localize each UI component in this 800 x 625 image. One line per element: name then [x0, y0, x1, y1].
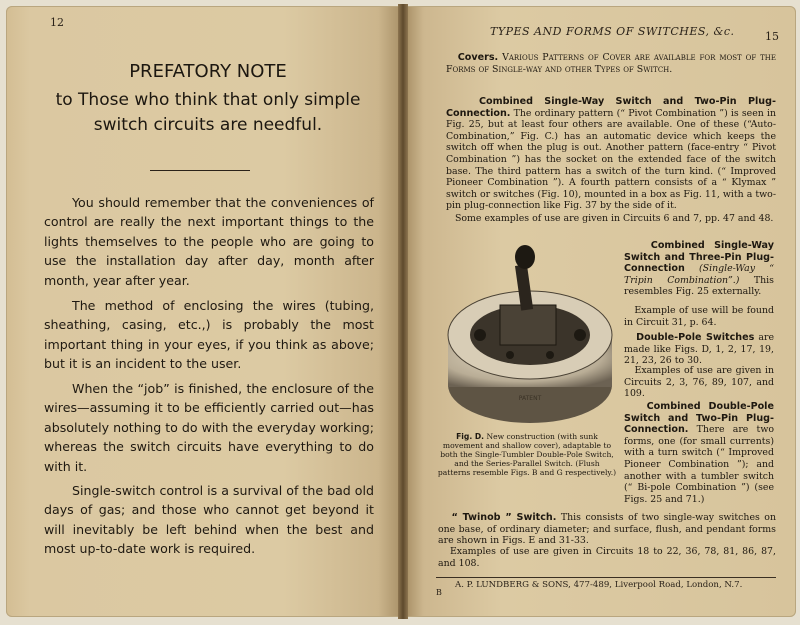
- combined-single-way-text: The ordinary pattern (“ Pivot Combination ”) is seen in Fig. 25, but at least four others are available. One of these (“Auto-Combination,” Fig. C.) has an automatic device which keeps the switch off when the plug is out. Another pattern (face-entry “ Pivot Combination ”) has the socket on the extended face of the switch base. The third pattern has a switch of the turn kind. (“ Improved Pioneer Combination ”). A fourth pattern consists of a “ Klymax ” switch or switches (Fig. 10), mounted in a box as Fig. 11, with a two-pin plug-connection like Fig. 37 by the side of it.: [446, 107, 776, 212]
- covers-text: Various Patterns of Cover are available for most of the Forms of Single-way and other Types of Switch.: [446, 52, 776, 75]
- paragraph-enclosing-wires: The method of enclosing the wires (tubing, sheathing, casing, etc.,) is probably the most important thing in your eyes, if you think as above; but it is an incident to the user.: [44, 298, 374, 372]
- switch-mechanism: [500, 305, 556, 345]
- paragraph-conveniences: You should remember that the conveniences of control are really the next important things to the lights themselves to the people who are going to use the installation day after day, month after month, year after year.: [44, 195, 374, 288]
- terminal-screw-bottom-left: [506, 351, 514, 359]
- figure-caption: [437, 432, 617, 477]
- combined-single-way-section: [446, 96, 776, 212]
- switch-knob: [515, 245, 535, 269]
- book-gutter: [398, 4, 408, 619]
- three-pin-heading: Combined Single-Way Switch and Three-Pin Plug-Connection: [624, 240, 774, 275]
- combined-examples-text: Some examples of use are given in Circuits 6 and 7, pp. 47 and 48.: [454, 213, 774, 224]
- twinob-section: [438, 512, 776, 547]
- terminal-screw-right: [574, 329, 586, 341]
- combined-double-pole-text: There are two forms, one (for small currents) with a turn switch (“ Improved Pioneer Combination ”); and another with a tumbler switch (“ Bi-pole Combination ”) (see Figs. 25 and 71.): [624, 424, 774, 505]
- double-pole-section: [624, 332, 774, 367]
- three-pin-example: [624, 305, 774, 328]
- title-divider: [150, 170, 250, 171]
- double-pole-examples-text: Examples of use are given in Circuits 2, 3, 76, 89, 107, and 109.: [624, 365, 774, 400]
- paragraph-job-finished: When the “job” is finished, the enclosure of the wires—assuming it to be efficiently carried out—has absolutely nothing to do with the everyday working; whereas the switch circuits have everything to do with it.: [44, 381, 374, 474]
- prefatory-subtitle: to Those who think that only simple switch circuits are needful.: [55, 90, 361, 135]
- footer-rule: [436, 577, 776, 578]
- figure-caption-lead: Fig. D.: [456, 432, 485, 441]
- double-pole-examples: [624, 365, 774, 400]
- combined-double-pole-heading: Combined Double-Pole Switch and Two-Pin Plug-Connection.: [624, 401, 774, 436]
- three-pin-text: This resembles Fig. 25 externally.: [624, 274, 774, 298]
- three-pin-italic: (Single-Way “ Tripin Combination”.): [624, 263, 774, 286]
- publisher-footer: A. P. LUNDBERG & SONS, 477-489, Liverpool Road, London, N.7.: [455, 580, 743, 590]
- combined-examples: [446, 213, 776, 225]
- switch-illustration: [440, 235, 620, 430]
- terminal-screw-bottom-right: [546, 351, 554, 359]
- running-header: TYPES AND FORMS OF SWITCHES, &c.: [490, 25, 735, 38]
- covers-section: [446, 52, 776, 75]
- three-pin-section: [624, 240, 774, 298]
- three-pin-example-text: Example of use will be found in Circuit 31, p. 64.: [624, 305, 774, 328]
- left-page-number: 12: [50, 16, 64, 29]
- signature-mark: B: [436, 588, 442, 597]
- right-page-number: 15: [765, 30, 779, 43]
- twinob-text: This consists of two single-way switches on one base, of ordinary diameter; and surface, flush, and pendant forms are shown in Figs. E and 31-33.: [438, 512, 776, 547]
- terminal-screw-left: [474, 329, 486, 341]
- twinob-examples: [438, 546, 776, 569]
- double-pole-text: are made like Figs. D, 1, 2, 17, 19, 21, 23, 26 to 30.: [624, 332, 775, 367]
- covers-heading: Covers.: [457, 52, 499, 63]
- combined-double-pole-section: [624, 401, 774, 505]
- paragraph-single-switch: Single-switch control is a survival of the bad old days of gas; and those who cannot get beyond it will inevitably be left behind when the best and most up-to-date work is required.: [44, 483, 374, 557]
- figure-caption-text: New construction (with sunk movement and shallow cover), adaptable to both the Single-Tumbler Double-Pole Switch, and the Series-Parallel Switch. (Flush patterns resemble Figs. B and G respectively.): [437, 432, 617, 477]
- twinob-heading: “ Twinob ” Switch.: [451, 512, 557, 523]
- patent-label: PATENT: [518, 395, 542, 402]
- double-pole-heading: Double-Pole Switches: [636, 332, 755, 343]
- combined-single-way-heading: Combined Single-Way Switch and Two-Pin Plug-Connection.: [446, 96, 776, 119]
- twinob-examples-text: Examples of use are given in Circuits 18 to 22, 36, 78, 81, 86, 87, and 108.: [438, 546, 776, 569]
- prefatory-title: PREFATORY NOTE: [129, 61, 287, 82]
